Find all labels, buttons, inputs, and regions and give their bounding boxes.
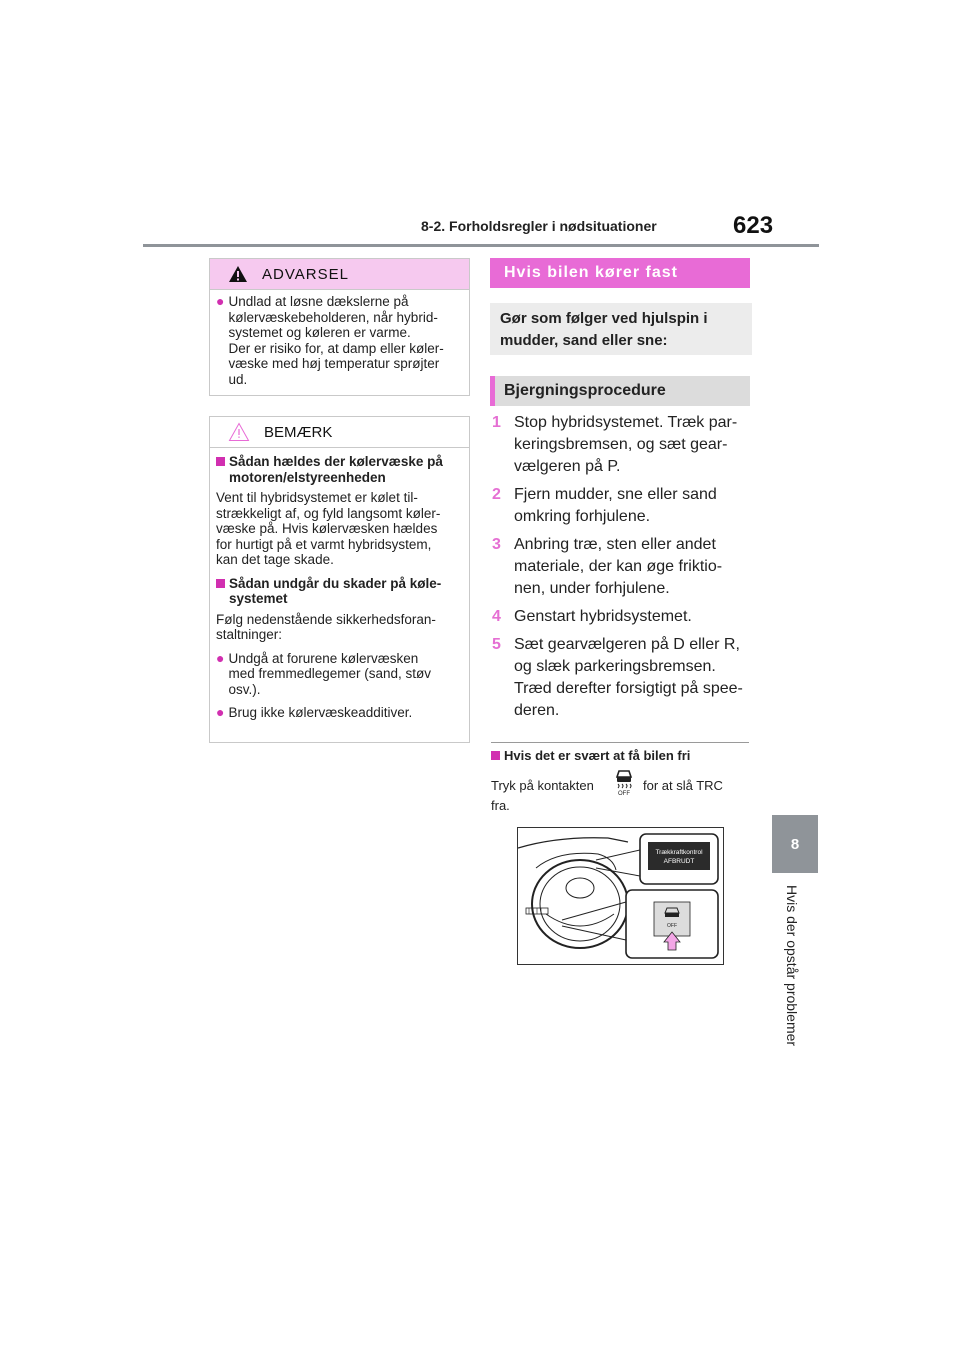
subheading-line: Sådan hældes der kølervæske på (229, 454, 443, 469)
bullet-line: med fremmedlegemer (sand, støv (228, 666, 432, 681)
intro-line: mudder, sand eller sne: (500, 332, 668, 349)
paragraph-line: Følg nedenstående sikkerhedsforan- (216, 611, 436, 627)
bullet-line: Undgå at forurene kølervæsken (228, 650, 419, 666)
bullet-line: osv.). (228, 681, 261, 697)
trc-off-icon (614, 768, 634, 796)
svg-text:OFF: OFF (618, 791, 630, 796)
step-line: Stop hybridsystemet. Træk par- (514, 414, 738, 431)
subheading-line: Sådan undgår du skader på køle- (229, 575, 442, 591)
warning-line: kølervæskebeholderen, når hybrid- (228, 309, 438, 325)
bullet-dot-icon: ● (216, 704, 225, 720)
step-line: omkring forhjulene. (514, 508, 651, 525)
step-number: 3 (492, 536, 501, 553)
note-title: BEMÆRK (264, 423, 333, 441)
chapter-label: Hvis der opstår problemer (784, 885, 800, 1047)
bullet-dot-icon: ● (216, 293, 225, 309)
square-bullet-icon (216, 457, 225, 466)
paragraph-line: for hurtigt på et varmt hybridsystem, (216, 536, 432, 552)
step-line: Anbring træ, sten eller andet (514, 536, 716, 553)
step-line: og slæk parkeringsbremsen. (514, 658, 716, 675)
step-line: materiale, der kan øge friktio- (514, 558, 723, 575)
main-heading: Hvis bilen kører fast (490, 258, 750, 288)
bullet-dot-icon: ● (216, 649, 225, 666)
step-line: Genstart hybridsystemet. (514, 608, 692, 625)
heading-accent (490, 376, 495, 406)
square-bullet-icon (491, 751, 500, 760)
step-number: 4 (492, 608, 501, 625)
step-number: 5 (492, 636, 501, 653)
caution-outline-icon (228, 422, 250, 442)
step-line: keringsbremsen, og sæt gear- (514, 436, 728, 453)
procedure-heading: Bjergningsprocedure (504, 382, 666, 399)
trc-heading-text: Hvis det er svært at få bilen fri (504, 748, 691, 763)
note-bullet (216, 705, 461, 721)
note-subheading (216, 576, 461, 607)
step-number: 2 (492, 486, 501, 503)
note-subheading (216, 454, 461, 485)
step-line: nen, under forhjulene. (514, 580, 670, 597)
header-rule (143, 244, 819, 247)
warning-line: væske med høj temperatur sprøjter (228, 356, 440, 371)
note-bullet (216, 651, 461, 698)
trc-heading (491, 748, 690, 763)
section-divider (491, 742, 749, 743)
step-number: 1 (492, 414, 501, 431)
step-item (492, 606, 754, 628)
chapter-tab: 8 (772, 815, 818, 873)
note-paragraph (216, 490, 461, 568)
step-item (492, 484, 754, 528)
paragraph-line: kan det tage skade. (216, 552, 334, 567)
paragraph-line: Vent til hybridsystemet er kølet til- (216, 490, 418, 505)
dashboard-illustration (517, 827, 724, 965)
warning-icon (228, 265, 248, 283)
warning-line: ud. (228, 371, 248, 387)
trc-text: for at slå TRC (643, 778, 723, 793)
note-box (209, 416, 470, 743)
note-paragraph (216, 612, 461, 643)
step-line: Sæt gearvælgeren på D eller R, (514, 636, 740, 653)
note-header (210, 417, 469, 448)
square-bullet-icon (216, 579, 225, 588)
paragraph-line: staltninger: (216, 627, 283, 642)
trc-text: Tryk på kontakten (491, 778, 594, 793)
warning-bullet (216, 294, 461, 387)
bullet-line: Brug ikke kølervæskeadditiver. (228, 705, 413, 720)
page-number: 623 (733, 212, 774, 239)
warning-title: ADVARSEL (262, 265, 349, 283)
paragraph-line: strækkeligt af, og fyld langsomt køler- (216, 505, 441, 521)
warning-line: systemet og køleren er varme. (228, 325, 411, 340)
step-line: Fjern mudder, sne eller sand (514, 486, 717, 503)
procedure-heading-bar (490, 376, 750, 406)
step-item (492, 412, 754, 478)
paragraph-line: væske på. Hvis kølervæsken hældes (216, 521, 438, 536)
step-item (492, 634, 754, 722)
section-title: 8-2. Forholdsregler i nødsituationer (421, 218, 657, 234)
svg-text:AFBRUDT: AFBRUDT (663, 858, 695, 865)
step-line: vælgeren på P. (514, 458, 621, 475)
warning-line: Undlad at løsne dækslerne på (228, 294, 409, 309)
step-item (492, 534, 754, 600)
step-line: Træd derefter forsigtigt på spee- (514, 680, 743, 697)
dashboard-drawing (518, 828, 723, 964)
svg-text:OFF: OFF (667, 923, 677, 929)
subheading-line: motoren/elstyreenheden (229, 469, 386, 485)
svg-text:Trækkraftkontrol: Trækkraftkontrol (655, 849, 703, 856)
intro-line: Gør som følger ved hjulspin i (500, 310, 708, 327)
warning-box (209, 258, 470, 396)
trc-text: fra. (491, 798, 510, 813)
warning-line: Der er risiko for, at damp eller køler- (228, 340, 444, 356)
subheading-line: systemet (229, 591, 288, 606)
steps-list (492, 412, 754, 728)
warning-header (210, 259, 469, 290)
intro-box (490, 303, 752, 355)
step-line: deren. (514, 702, 560, 719)
